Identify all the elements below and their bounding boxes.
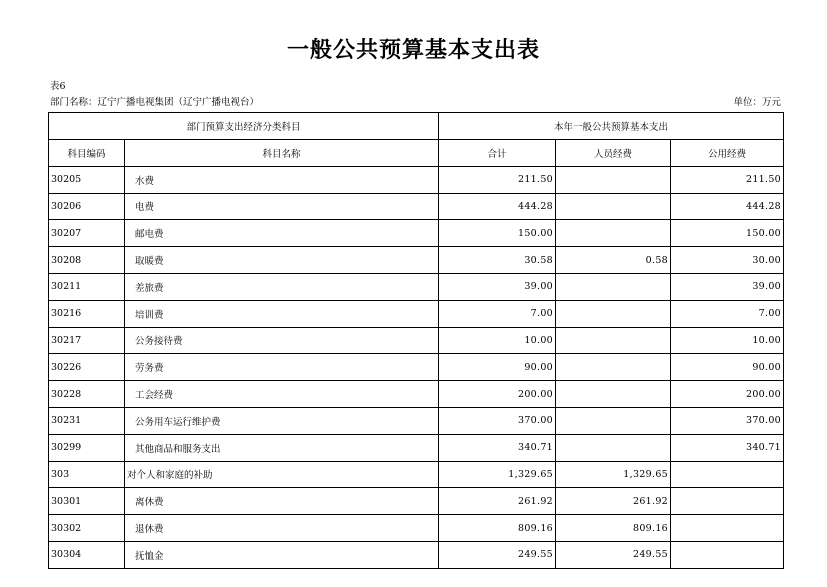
cell-total: 90.00 (439, 354, 556, 381)
cell-name: 公务用车运行维护费 (125, 407, 439, 434)
cell-public-expense: 150.00 (671, 220, 784, 247)
cell-public-expense: 340.71 (671, 434, 784, 461)
cell-total: 1,329.65 (439, 461, 556, 488)
header-public-expense: 公用经费 (671, 140, 784, 167)
cell-total: 340.71 (439, 434, 556, 461)
cell-public-expense: 10.00 (671, 327, 784, 354)
cell-code: 30231 (49, 407, 125, 434)
cell-code: 30211 (49, 273, 125, 300)
cell-name: 公务接待费 (125, 327, 439, 354)
cell-staff-expense (556, 407, 671, 434)
table-row (49, 515, 784, 542)
cell-code: 30301 (49, 488, 125, 515)
cell-staff-expense: 249.55 (556, 541, 671, 568)
cell-name: 抚恤金 (125, 541, 439, 568)
cell-name: 水费 (125, 166, 439, 193)
page-title: 一般公共预算基本支出表 (286, 38, 540, 63)
header-annual-basic-expenditure: 本年一般公共预算基本支出 (439, 113, 784, 140)
unit-label: 单位：万元 (733, 97, 781, 108)
cell-total: 444.28 (439, 193, 556, 220)
cell-name: 邮电费 (125, 220, 439, 247)
cell-public-expense: 39.00 (671, 273, 784, 300)
cell-public-expense (671, 541, 784, 568)
cell-total: 261.92 (439, 488, 556, 515)
cell-total: 370.00 (439, 407, 556, 434)
cell-total: 809.16 (439, 515, 556, 542)
table-row (49, 354, 784, 381)
cell-code: 30206 (49, 193, 125, 220)
cell-name: 培训费 (125, 300, 439, 327)
department-name: 部门名称：辽宁广播电视集团（辽宁广播电视台） (50, 97, 260, 108)
cell-public-expense: 211.50 (671, 166, 784, 193)
header-total: 合计 (439, 140, 556, 167)
cell-public-expense: 370.00 (671, 407, 784, 434)
cell-name: 对个人和家庭的补助 (125, 461, 439, 488)
cell-total: 30.58 (439, 247, 556, 274)
cell-code: 30208 (49, 247, 125, 274)
cell-total: 39.00 (439, 273, 556, 300)
cell-staff-expense (556, 381, 671, 408)
cell-public-expense (671, 488, 784, 515)
table-row (49, 461, 784, 488)
cell-public-expense: 444.28 (671, 193, 784, 220)
cell-staff-expense: 0.58 (556, 247, 671, 274)
cell-code: 30217 (49, 327, 125, 354)
table-row (49, 407, 784, 434)
cell-code: 30205 (49, 166, 125, 193)
cell-staff-expense (556, 193, 671, 220)
table-row (49, 273, 784, 300)
cell-name: 取暖费 (125, 247, 439, 274)
cell-name: 差旅费 (125, 273, 439, 300)
table-header-row (49, 140, 784, 167)
cell-public-expense: 7.00 (671, 300, 784, 327)
header-economic-classification: 部门预算支出经济分类科目 (49, 113, 439, 140)
cell-code: 30299 (49, 434, 125, 461)
cell-public-expense (671, 515, 784, 542)
cell-code: 30304 (49, 541, 125, 568)
cell-code: 30302 (49, 515, 125, 542)
cell-public-expense (671, 461, 784, 488)
header-staff-expense: 人员经费 (556, 140, 671, 167)
cell-public-expense: 30.00 (671, 247, 784, 274)
cell-staff-expense (556, 166, 671, 193)
cell-staff-expense (556, 220, 671, 247)
cell-code: 30216 (49, 300, 125, 327)
cell-total: 249.55 (439, 541, 556, 568)
cell-name: 劳务费 (125, 354, 439, 381)
cell-code: 30207 (49, 220, 125, 247)
budget-table (48, 112, 784, 569)
table-row (49, 300, 784, 327)
cell-code: 30228 (49, 381, 125, 408)
cell-staff-expense (556, 327, 671, 354)
cell-staff-expense: 1,329.65 (556, 461, 671, 488)
cell-staff-expense (556, 434, 671, 461)
table-row (49, 327, 784, 354)
cell-code: 30226 (49, 354, 125, 381)
cell-staff-expense (556, 300, 671, 327)
cell-name: 离休费 (125, 488, 439, 515)
cell-total: 150.00 (439, 220, 556, 247)
header-name: 科目名称 (125, 140, 439, 167)
cell-staff-expense (556, 273, 671, 300)
cell-name: 电费 (125, 193, 439, 220)
cell-total: 7.00 (439, 300, 556, 327)
cell-public-expense: 200.00 (671, 381, 784, 408)
cell-total: 211.50 (439, 166, 556, 193)
cell-total: 10.00 (439, 327, 556, 354)
cell-staff-expense (556, 354, 671, 381)
table-row (49, 193, 784, 220)
cell-name: 工会经费 (125, 381, 439, 408)
table-row (49, 381, 784, 408)
table-row (49, 434, 784, 461)
table-row (49, 166, 784, 193)
table-row (49, 220, 784, 247)
table-row (49, 488, 784, 515)
table-header-group-row (49, 113, 784, 140)
cell-name: 其他商品和服务支出 (125, 434, 439, 461)
header-code: 科目编码 (49, 140, 125, 167)
cell-code: 303 (49, 461, 125, 488)
table-row (49, 247, 784, 274)
table-number: 表6 (50, 81, 66, 92)
cell-staff-expense: 261.92 (556, 488, 671, 515)
table-row (49, 541, 784, 568)
cell-name: 退休费 (125, 515, 439, 542)
cell-staff-expense: 809.16 (556, 515, 671, 542)
cell-total: 200.00 (439, 381, 556, 408)
cell-public-expense: 90.00 (671, 354, 784, 381)
